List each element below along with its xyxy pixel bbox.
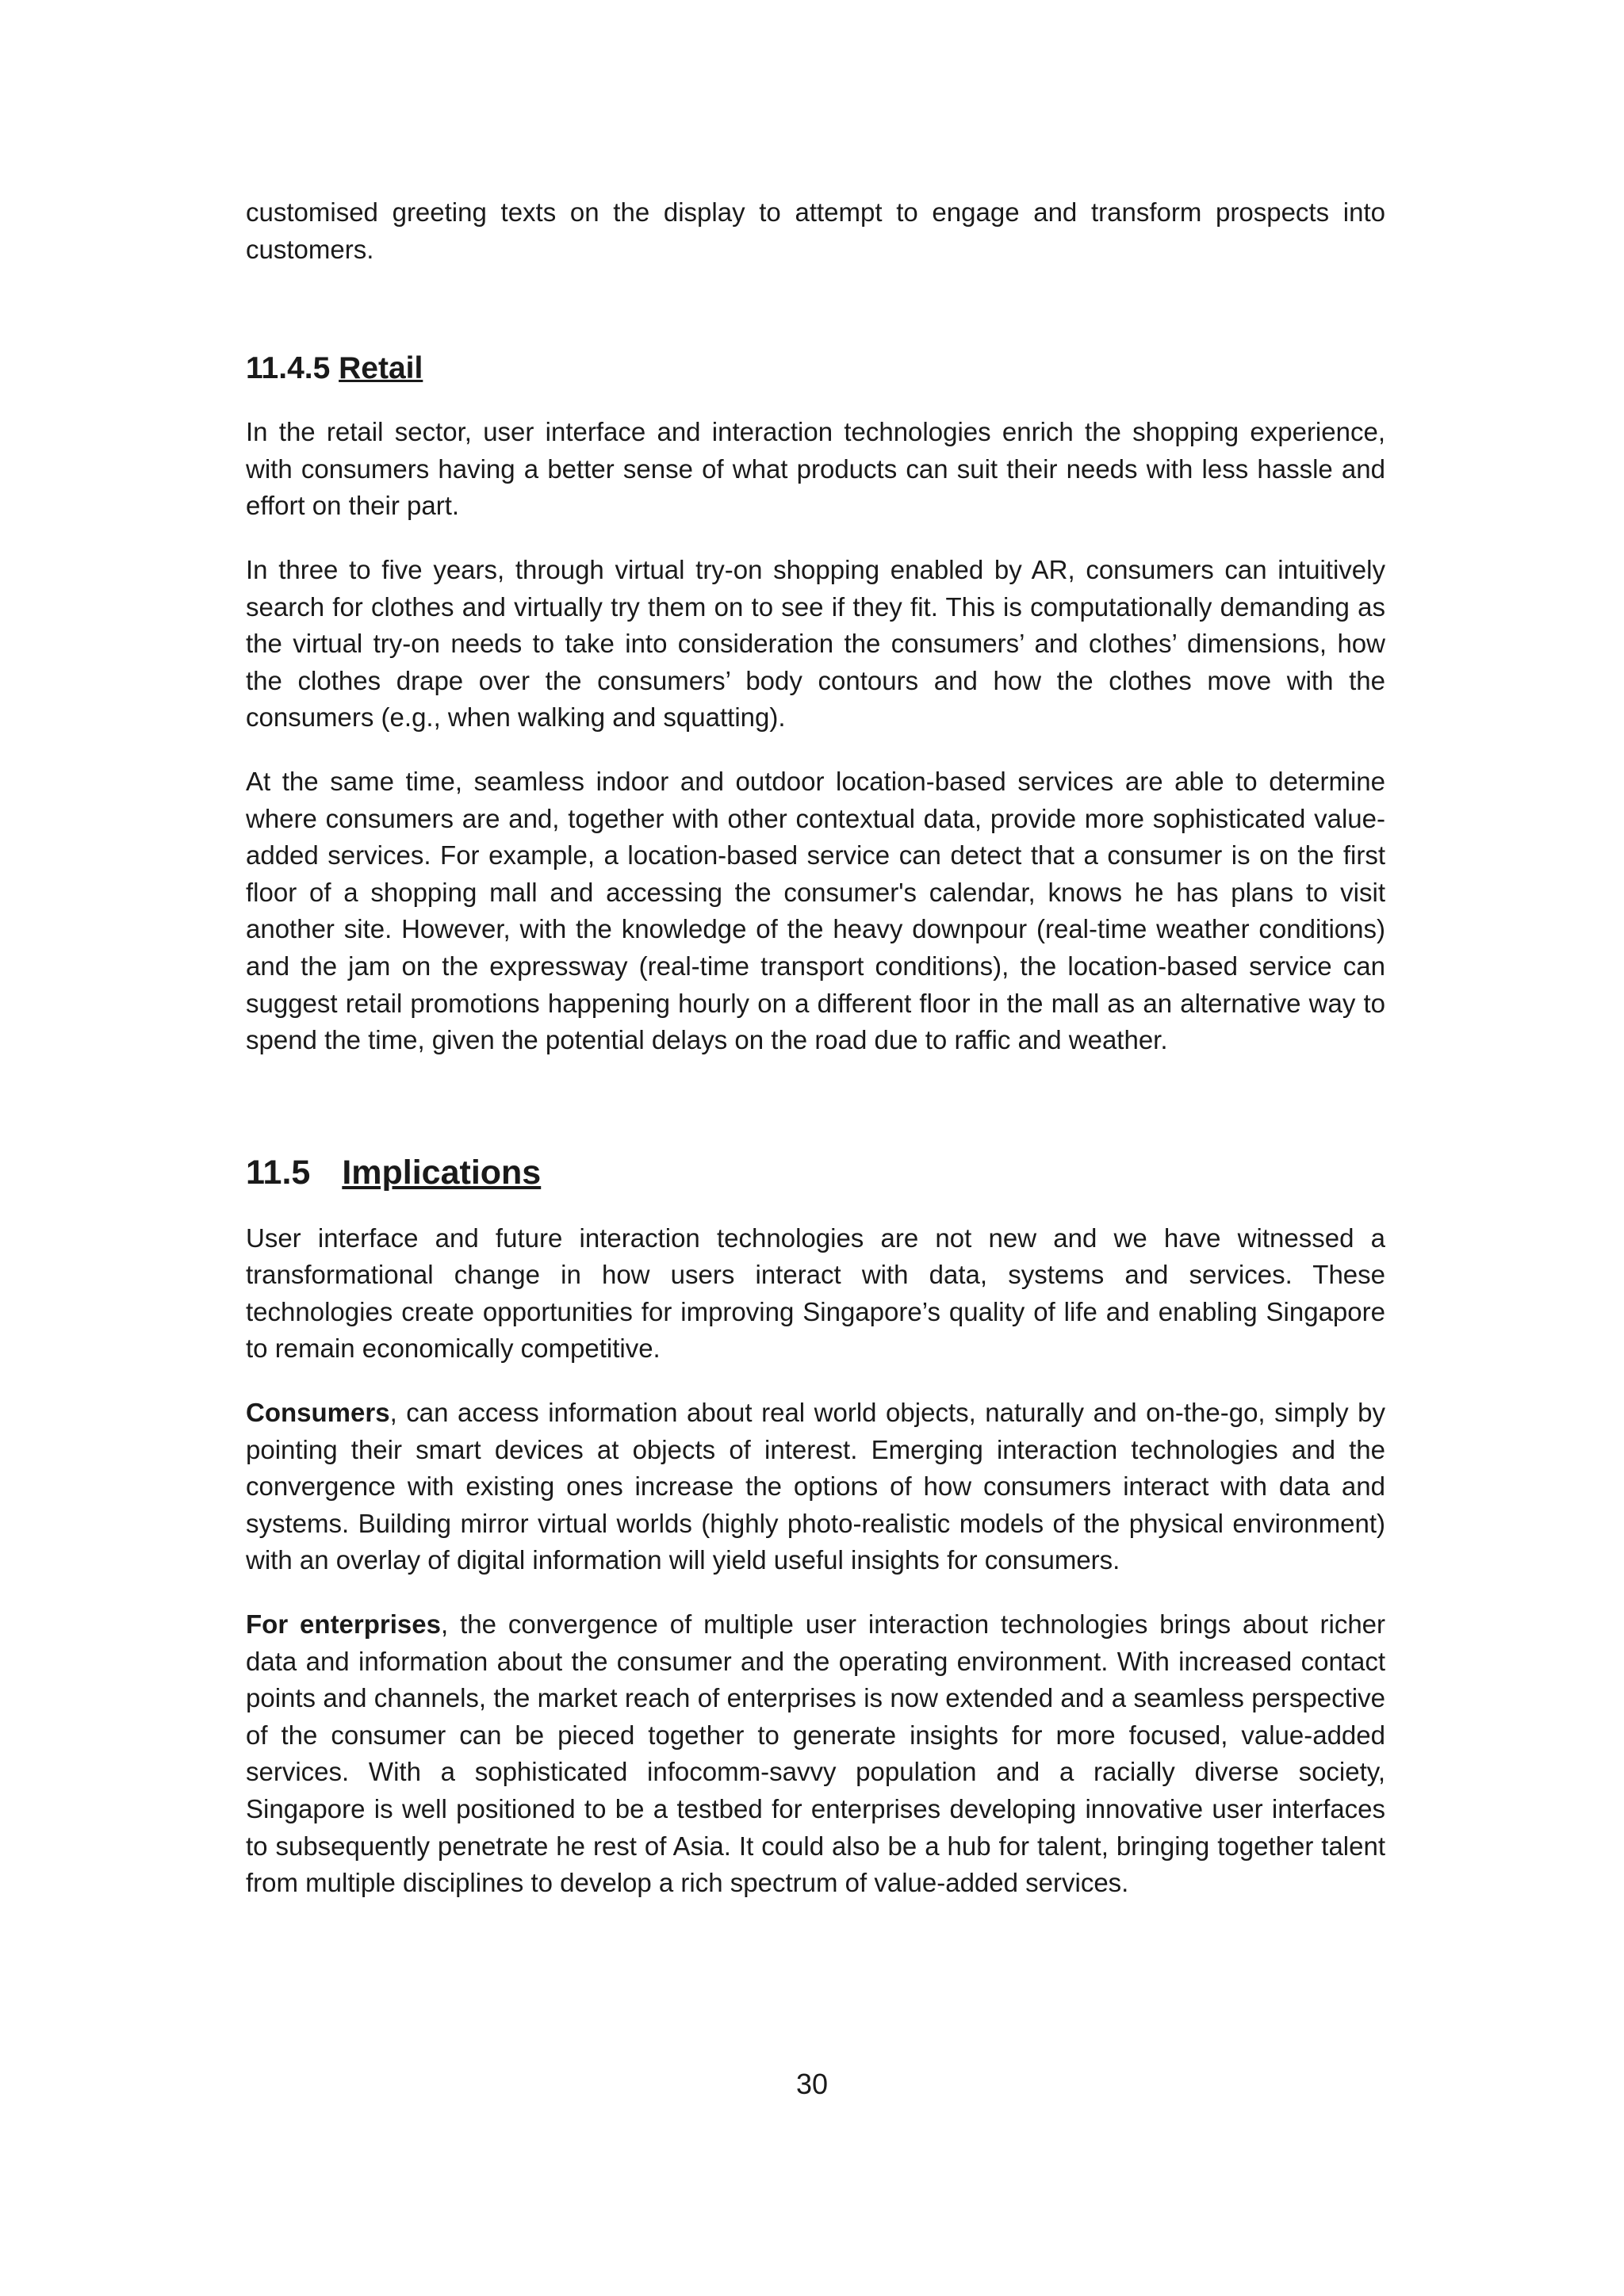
retail-paragraph-3: At the same time, seamless indoor and outdoor location-based services are able to determine where consumers are and, together with other contextual data, provide more sophisticated value-added services. For example, a location-based service can detect that a consumer is on the first floor of a shopping mall and accessing the consumer's calendar, knows he has plans to visit another site. However, with the knowledge of the heavy downpour (real-time weather conditions) and the jam on the expressway (real-time transport conditions), the location-based service can suggest retail promotions happening hourly on a different floor in the mall as an alternative way to spend the time, given the potential delays on the road due to raffic and weather. xyxy=(246,766,1385,1055)
retail-paragraph-1: In the retail sector, user interface and interaction technologies enrich the shopping experience, with consumers having a better sense of what products can suit their needs with less hassle and effort on their part. xyxy=(246,417,1385,521)
retail-heading-number: 11.4.5 xyxy=(246,351,331,386)
enterprises-paragraph xyxy=(246,1606,1385,1902)
enterprises-lead: For enterprises xyxy=(246,1609,441,1640)
page-number: 30 xyxy=(795,2068,829,2100)
implications-heading-title: Implications xyxy=(342,1153,542,1192)
document-page xyxy=(246,194,1385,1902)
intro-paragraph: customised greeting texts on the display to attempt to engage and transform prospects into customers. xyxy=(246,197,1385,264)
consumers-text: , can access information about real world objects, naturally and on-the-go, simply by pointing their smart devices at objects of interest. Emerging interaction technologies and the convergence with existing ones increase the options of how consumers interact with data and systems. Building mirror virtual worlds (highly photo-realistic models of the physical environment) with an overlay of digital information will yield useful insights for consumers. xyxy=(246,1398,1385,1575)
implications-paragraph-1: User interface and future interaction technologies are not new and we have witnessed a transformational change in how users interact with data, systems and services. These technologies create opportunities for improving Singapore’s quality of life and enabling Singapore to remain economically competitive. xyxy=(246,1223,1385,1364)
consumers-paragraph xyxy=(246,1395,1385,1579)
implications-heading xyxy=(246,1150,1385,1195)
retail-heading-title: Retail xyxy=(339,351,423,386)
retail-heading xyxy=(246,349,1385,388)
enterprises-text: , the convergence of multiple user interaction technologies brings about richer data and information about the consumer and the operating environment. With increased contact points and channels, the market reach of enterprises is now extended and a seamless perspective of the consumer can be pieced together to generate insights for more focused, value-added services. With a sophisticated infocomm-savvy population and a racially diverse society, Singapore is well positioned to be a testbed for enterprises developing innovative user interfaces to subsequently penetrate he rest of Asia. It could also be a hub for talent, bringing together talent from multiple disciplines to develop a rich spectrum of value-added services. xyxy=(246,1609,1386,1898)
implications-heading-number: 11.5 xyxy=(246,1153,311,1192)
retail-paragraph-2: In three to five years, through virtual try-on shopping enabled by AR, consumers can intuitively search for clothes and virtually try them on to see if they fit. This is computationally demanding as the virtual try-on needs to take into consideration the consumers’ and clothes’ dimensions, how the clothes drape over the consumers’ body contours and how the clothes move with the consumers (e.g., when walking and squatting). xyxy=(246,554,1385,733)
consumers-lead: Consumers xyxy=(246,1398,390,1428)
